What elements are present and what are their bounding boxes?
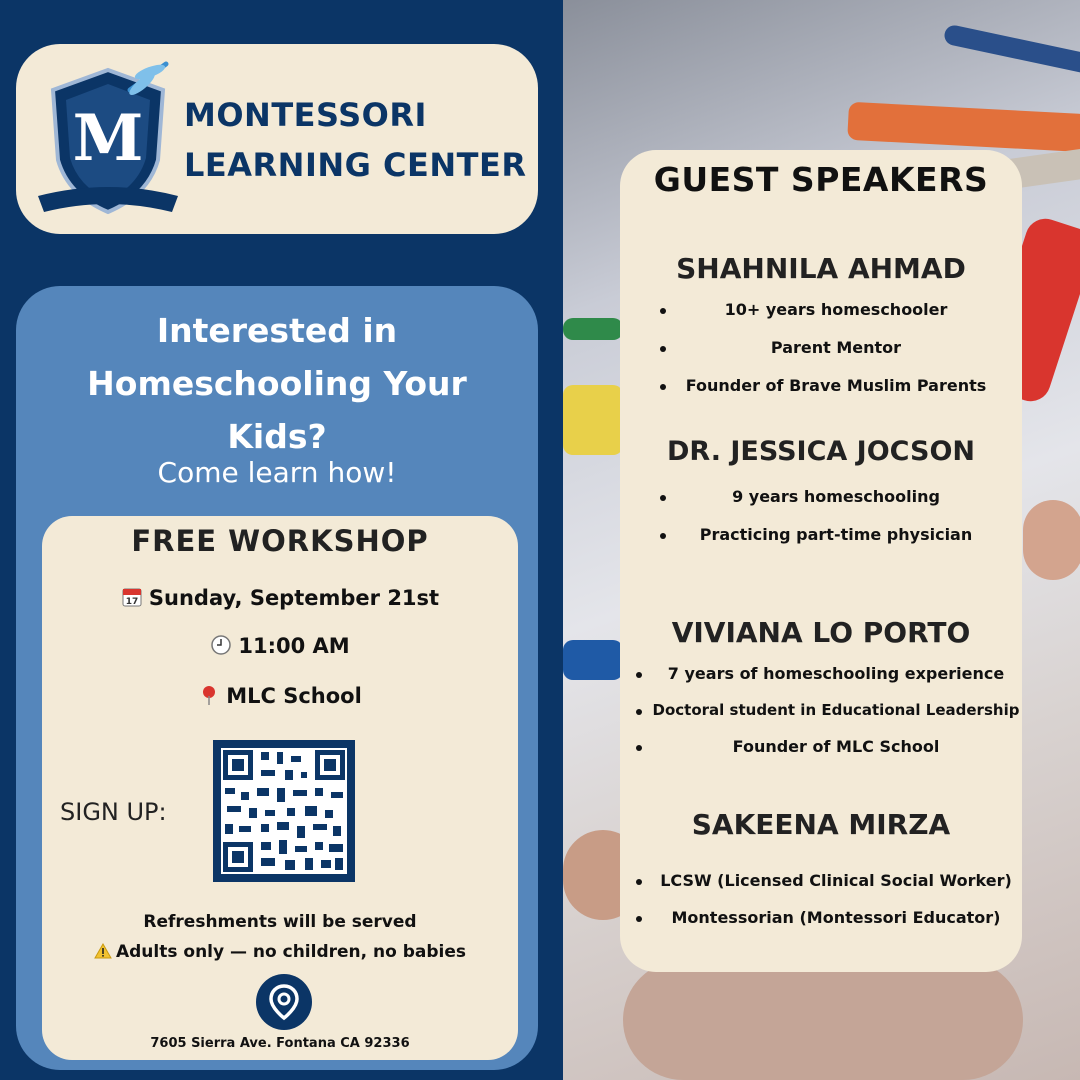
speaker-bullet: Practicing part-time physician [620,525,1022,544]
map-location-button[interactable] [256,974,312,1030]
speaker-bullet: 9 years homeschooling [620,487,1022,506]
workshop-title: FREE WORKSHOP [131,524,429,558]
location-pin-icon [256,974,312,1030]
speaker-name: VIVIANA LO PORTO [671,616,971,649]
adults-only-note: Adults only — no children, no babies [115,942,467,962]
headline-line: Interested in [156,311,398,350]
logo-card [16,44,538,234]
location-row [42,684,518,708]
logo-title-line1: MONTESSORI [184,96,427,134]
speaker-bullet: Founder of Brave Muslim Parents [620,376,1022,395]
address: 7605 Sierra Ave. Fontana CA 92336 [150,1036,410,1051]
speaker-bullet: Montessorian (Montessori Educator) [620,908,1022,927]
speaker-bullet: 7 years of homeschooling experience [620,664,1022,683]
clock-icon [210,634,232,656]
speaker-name: DR. JESSICA JOCSON [667,436,975,467]
warning-icon [94,943,112,959]
map-pin-icon [198,684,220,706]
headline-line: Kids? [227,417,327,456]
headline-line: Homeschooling Your [87,364,467,403]
speaker-bullet: LCSW (Licensed Clinical Social Worker) [620,871,1022,890]
refreshments-note: Refreshments will be served [143,912,417,932]
guest-speakers-title: GUEST SPEAKERS [653,160,989,199]
signup-label: SIGN UP: [60,798,167,826]
signup-qr-code[interactable] [213,740,355,882]
logo-title-line2: LEARNING CENTER [184,146,527,184]
subheadline: Come learn how! [157,456,397,489]
calendar-icon [121,586,143,608]
speaker-bullet: Doctoral student in Educational Leadership [620,701,1022,719]
speaker-bullet: 10+ years homeschooler [620,300,1022,319]
guest-speakers-card [620,150,1022,972]
speaker-name: SHAHNILA AHMAD [676,252,966,285]
workshop-location: MLC School [226,684,362,708]
svg-text:M: M [72,101,144,176]
speaker-bullet: Founder of MLC School [620,737,1022,756]
workshop-date: Sunday, September 21st [148,586,440,610]
workshop-card [42,516,518,1060]
speaker-bullet: Parent Mentor [620,338,1022,357]
svg-text:17: 17 [125,597,139,607]
speaker-name: SAKEENA MIRZA [691,808,951,841]
workshop-time: 11:00 AM [238,634,350,658]
headline [16,304,538,463]
date-row [42,586,518,610]
adults-only-row [42,942,518,962]
shield-logo-icon [38,60,178,220]
time-row [42,634,518,658]
